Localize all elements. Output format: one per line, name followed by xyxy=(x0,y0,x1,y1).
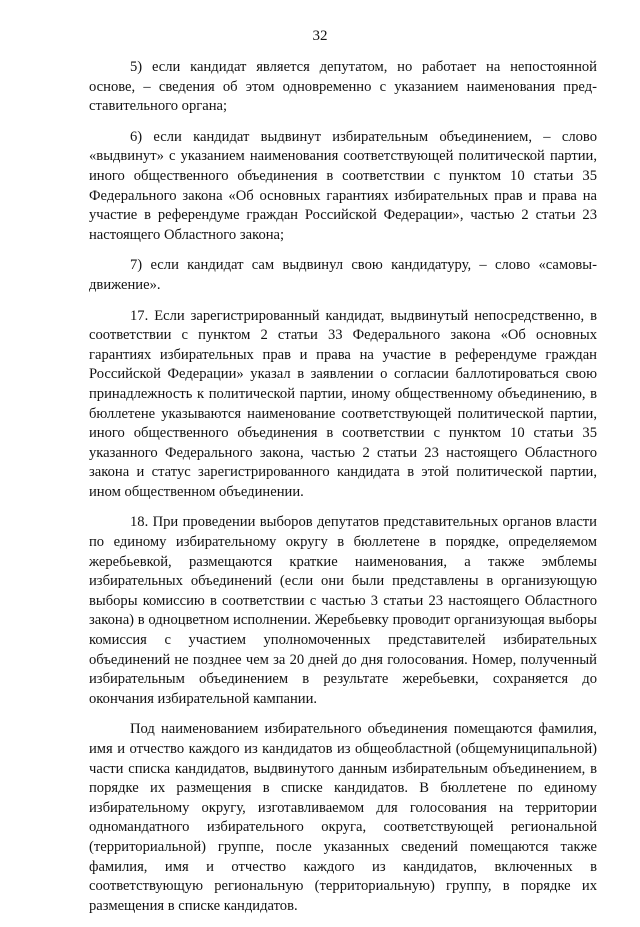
paragraph-item-6: 6) если кандидат выдвинут избирательным объединением, – слово «выдвинут» с указанием наименования соответствующей политической партии, иного общественного объединения в соответствии с пунктом 10 статьи 35 Федерального закона «Об основных гарантиях избирательных прав и права на участие в референдуме граждан Российской Федерации», частью 2 статьи 23 настоящего Областного закона; xyxy=(89,128,597,243)
paragraph-item-7: 7) если кандидат сам выдвинул свою кандидатуру, – слово «самовыдвижение». xyxy=(89,257,597,293)
page-number: 32 xyxy=(312,28,328,44)
paragraph-part-18: 18. При проведении выборов депутатов представительных органов власти по единому избирательному округу в бюллетене в порядке, определяемом жеребьевкой, размещаются краткие наименования, а также эмблемы избирательных объединений (если они были представлены в организующую выборы комиссию в соответствии с частью 3 статьи 23 настоящего Областного закона) в одноцветном исполнении. Жеребьевку проводит организующая выборы комиссия с участием уполномоченных представителей избирательных объединений не позднее чем за 20 дней до дня голосования. Номер, полученный избирательным объединением в результате жеребьевки, сохраняется до окончания избирательной кампании. xyxy=(89,514,597,707)
paragraph-party-list-order: Под наименованием избирательного объединения помещаются фамилия, имя и отчество каждого из кандидатов из общеобластной (общемуниципальной) части списка кандидатов, выдвинутого данным избирательным объединением, в порядке их размещения в списке кандидатов. В бюллетене по единому избирательному округу, изготавливаемом для голосования на территории одномандатного избирательного округа, соответствующей региональной (территориальной) группе, после указанных сведений помещаются также фамилия, имя и отчество каждого из кандидатов, включенных в соответствующую региональную (территориальную) группу, в порядке их размещения в списке кандидатов. xyxy=(89,721,597,914)
document-body xyxy=(89,58,597,927)
paragraph-part-17: 17. Если зарегистрированный кандидат, выдвинутый непосредственно, в соответствии с пунктом 2 статьи 33 Федерального закона «Об основных гарантиях избирательных прав и права на участие в референдуме граждан Российской Федерации» указал в заявлении о согласии баллотироваться свою принадлежность к политической партии, иному общественному объединению, в бюллетене указываются наименование соответствующей политической партии, иного общественного объединения в соответствии с пунктом 10 статьи 35 указанного Федерального закона, частью 2 статьи 23 настоящего Областного закона и статус зарегистрированного кандидата в этой политической партии, ином общественном объединении. xyxy=(89,307,597,500)
paragraph-item-5: 5) если кандидат является депутатом, но работает на непостоянной основе, – сведения об этом одновременно с указанием наименования представительного органа; xyxy=(89,59,597,115)
